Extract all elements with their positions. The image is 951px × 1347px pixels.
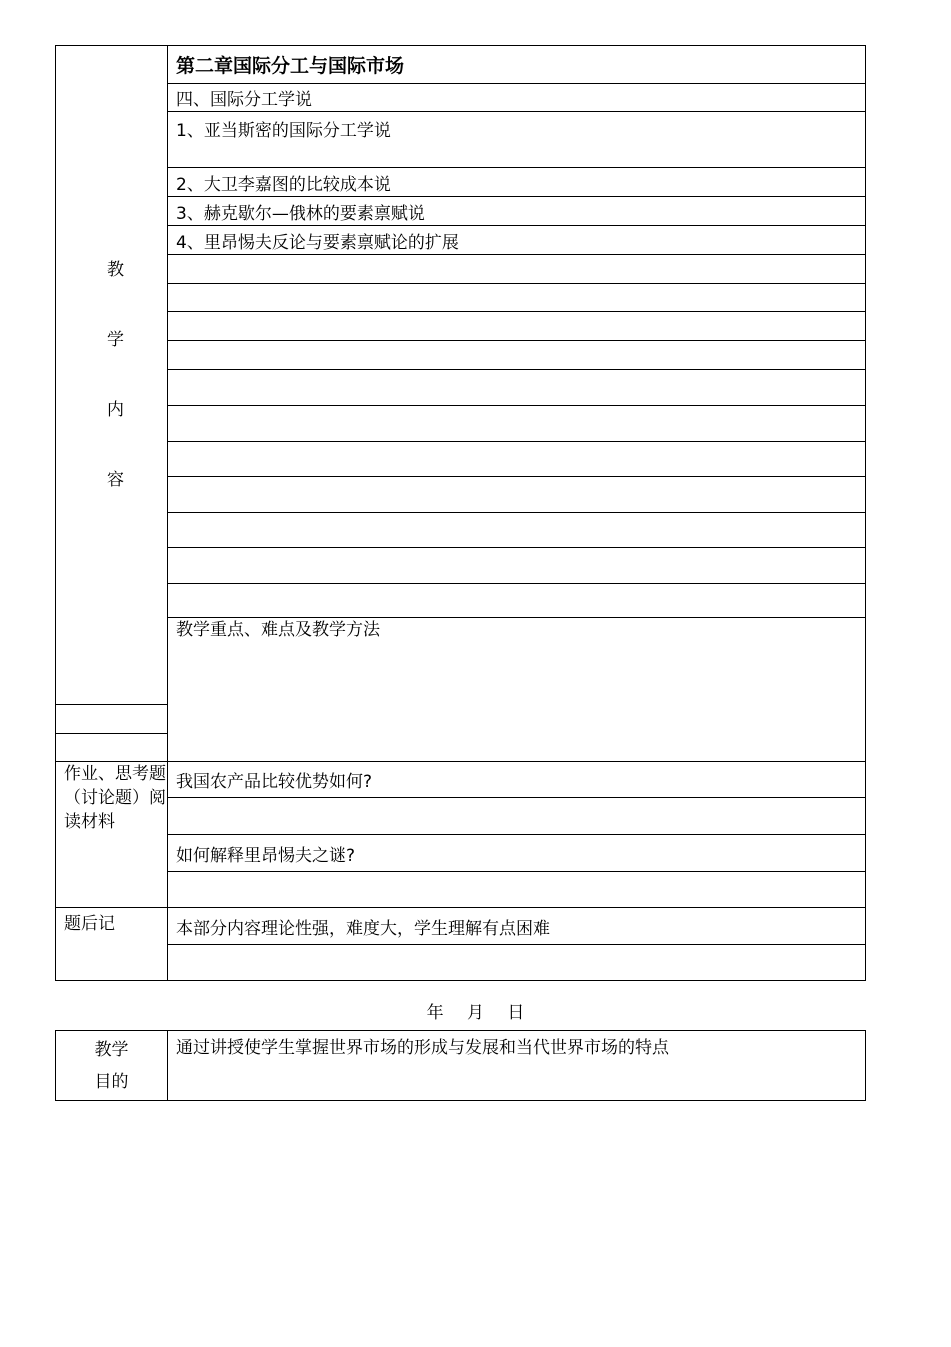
content-item: 2、大卫李嘉图的比较成本说 <box>168 168 866 197</box>
content-blank-row <box>168 477 866 513</box>
content-blank-row <box>168 406 866 442</box>
content-blank-row <box>168 312 866 341</box>
content-item: 1、亚当斯密的国际分工学说 <box>168 112 866 168</box>
homework-question: 如何解释里昂惕夫之谜? <box>168 835 866 872</box>
content-blank-row <box>168 548 866 584</box>
homework-question: 我国农产品比较优势如何? <box>168 762 866 798</box>
section-heading: 四、国际分工学说 <box>168 84 866 112</box>
key-points-blank-row <box>56 705 168 734</box>
content-label-char: 内 <box>107 400 124 420</box>
content-blank-row <box>168 370 866 406</box>
content-blank-row <box>168 513 866 548</box>
objective-label <box>56 1031 168 1101</box>
date-line <box>0 998 951 1023</box>
key-points-label: 教学重点、难点及教学方法 <box>168 618 866 762</box>
lesson-plan-table <box>55 45 866 981</box>
date-month: 月 <box>467 1003 484 1023</box>
objective-table <box>55 1030 866 1101</box>
date-year: 年 <box>426 1003 444 1023</box>
date-day: 日 <box>507 1003 525 1023</box>
content-blank-row <box>168 341 866 370</box>
content-blank-row <box>168 442 866 477</box>
content-blank-row <box>168 284 866 312</box>
objective-label-line: 目的 <box>94 1071 129 1092</box>
postscript-text: 本部分内容理论性强，难度大，学生理解有点困难 <box>168 908 866 945</box>
content-item: 4、里昂惕夫反论与要素禀赋论的扩展 <box>168 226 866 255</box>
objective-label-line: 教学 <box>94 1039 129 1060</box>
homework-blank-row <box>168 872 866 908</box>
content-blank-row <box>168 255 866 284</box>
chapter-title: 第二章国际分工与国际市场 <box>168 46 866 84</box>
key-points-blank-row <box>56 734 168 762</box>
content-label-char: 教 <box>107 260 124 280</box>
content-item: 3、赫克歇尔—俄林的要素禀赋说 <box>168 197 866 226</box>
homework-blank-row <box>168 798 866 835</box>
postscript-blank-row <box>168 945 866 981</box>
objective-text: 通过讲授使学生掌握世界市场的形成与发展和当代世界市场的特点 <box>168 1031 866 1101</box>
homework-label: 作业、思考题（讨论题）阅读材料 <box>56 762 168 908</box>
teaching-content-label <box>56 46 168 705</box>
content-label-char: 学 <box>107 330 124 350</box>
postscript-label: 题后记 <box>56 908 168 981</box>
content-blank-row <box>168 584 866 618</box>
content-label-char: 容 <box>107 470 124 490</box>
